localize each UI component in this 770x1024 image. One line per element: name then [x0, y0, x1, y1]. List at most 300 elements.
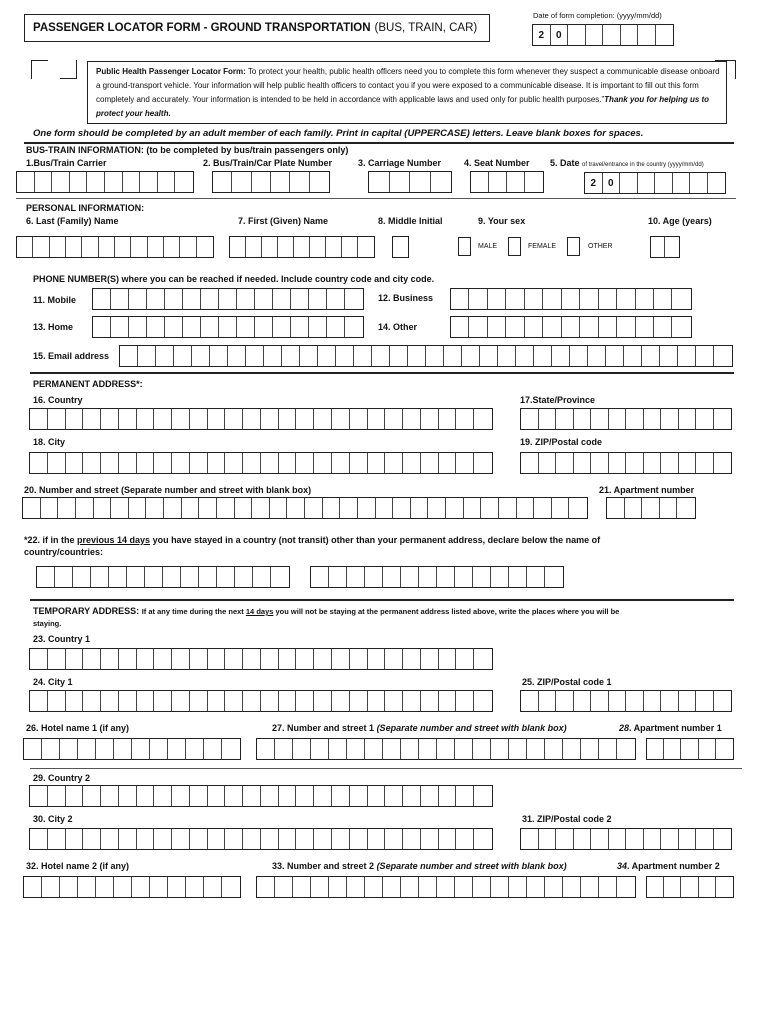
input-cell[interactable]	[385, 691, 403, 711]
input-cell[interactable]	[225, 691, 243, 711]
input-cell[interactable]	[30, 649, 48, 669]
input-cell[interactable]	[617, 289, 635, 309]
input-cell[interactable]	[172, 453, 190, 473]
input-cell[interactable]	[190, 453, 208, 473]
input-cell[interactable]	[17, 237, 33, 257]
input-cell[interactable]	[661, 453, 679, 473]
input-cell[interactable]	[539, 691, 557, 711]
input-cell[interactable]	[651, 237, 665, 257]
input-cell[interactable]	[350, 786, 368, 806]
input-cell[interactable]	[291, 317, 309, 337]
input-cell[interactable]	[119, 786, 137, 806]
city1-field[interactable]	[29, 690, 493, 712]
mobile-field[interactable]	[92, 288, 364, 310]
input-cell[interactable]	[154, 786, 172, 806]
input-cell[interactable]	[642, 346, 660, 366]
country2-field[interactable]	[29, 785, 493, 807]
input-cell[interactable]	[190, 829, 208, 849]
input-cell[interactable]	[294, 237, 310, 257]
input-cell[interactable]	[48, 453, 66, 473]
input-cell[interactable]	[385, 786, 403, 806]
input-cell[interactable]	[327, 317, 345, 337]
input-cell[interactable]	[296, 409, 314, 429]
input-cell[interactable]	[403, 786, 421, 806]
input-cell[interactable]	[439, 829, 457, 849]
input-cell[interactable]	[714, 453, 732, 473]
input-cell[interactable]	[217, 498, 235, 518]
input-cell[interactable]	[262, 237, 278, 257]
input-cell[interactable]	[439, 691, 457, 711]
apartment-field[interactable]	[606, 497, 696, 519]
input-cell[interactable]	[491, 567, 509, 587]
input-cell[interactable]	[525, 289, 543, 309]
input-cell[interactable]	[570, 346, 588, 366]
input-cell[interactable]	[93, 317, 111, 337]
input-cell[interactable]	[393, 237, 408, 257]
input-cell[interactable]	[556, 691, 574, 711]
input-cell[interactable]	[111, 317, 129, 337]
input-cell[interactable]	[109, 567, 127, 587]
input-cell[interactable]	[261, 453, 279, 473]
input-cell[interactable]	[672, 317, 690, 337]
input-cell[interactable]	[168, 739, 186, 759]
input-cell[interactable]	[591, 691, 609, 711]
input-cell[interactable]	[421, 453, 439, 473]
input-cell[interactable]	[527, 567, 545, 587]
input-cell[interactable]	[539, 453, 557, 473]
input-cell[interactable]	[509, 739, 527, 759]
input-cell[interactable]	[679, 453, 697, 473]
input-cell[interactable]	[154, 829, 172, 849]
input-cell[interactable]	[271, 567, 289, 587]
input-cell[interactable]	[279, 409, 297, 429]
input-cell[interactable]	[137, 691, 155, 711]
input-cell[interactable]	[626, 691, 644, 711]
input-cell[interactable]	[137, 409, 155, 429]
input-cell[interactable]	[208, 786, 226, 806]
input-cell[interactable]	[138, 346, 156, 366]
input-cell[interactable]	[309, 317, 327, 337]
input-cell[interactable]	[421, 691, 439, 711]
other-countries-field-1[interactable]	[36, 566, 290, 588]
input-cell[interactable]	[393, 498, 411, 518]
input-cell[interactable]	[230, 237, 246, 257]
input-cell[interactable]	[488, 289, 506, 309]
input-cell[interactable]	[545, 877, 563, 897]
input-cell[interactable]	[311, 567, 329, 587]
input-cell[interactable]	[119, 409, 137, 429]
input-cell[interactable]	[574, 691, 592, 711]
input-cell[interactable]	[444, 346, 462, 366]
input-cell[interactable]	[201, 317, 219, 337]
input-cell[interactable]	[222, 739, 240, 759]
input-cell[interactable]	[714, 409, 732, 429]
input-cell[interactable]	[679, 409, 697, 429]
input-cell[interactable]	[137, 786, 155, 806]
input-cell[interactable]	[156, 346, 174, 366]
input-cell[interactable]	[296, 691, 314, 711]
input-cell[interactable]	[644, 829, 662, 849]
input-cell[interactable]	[581, 877, 599, 897]
input-cell[interactable]	[456, 786, 474, 806]
input-cell[interactable]	[539, 409, 557, 429]
input-cell[interactable]	[591, 409, 609, 429]
input-cell[interactable]	[345, 289, 363, 309]
input-cell[interactable]	[326, 237, 342, 257]
input-cell[interactable]	[620, 173, 638, 193]
input-cell[interactable]	[235, 567, 253, 587]
input-cell[interactable]	[474, 453, 492, 473]
input-cell[interactable]	[464, 498, 482, 518]
input-cell[interactable]	[208, 453, 226, 473]
input-cell[interactable]	[293, 739, 311, 759]
input-cell[interactable]	[225, 409, 243, 429]
input-cell[interactable]	[190, 409, 208, 429]
input-cell[interactable]	[599, 289, 617, 309]
input-cell[interactable]	[199, 498, 217, 518]
input-cell[interactable]	[165, 289, 183, 309]
input-cell[interactable]	[369, 172, 390, 192]
input-cell[interactable]	[385, 453, 403, 473]
input-cell[interactable]	[672, 289, 690, 309]
input-cell[interactable]	[385, 649, 403, 669]
input-cell[interactable]	[271, 172, 290, 192]
input-cell[interactable]	[591, 453, 609, 473]
input-cell[interactable]	[114, 739, 132, 759]
input-cell[interactable]	[365, 739, 383, 759]
input-cell[interactable]	[411, 498, 429, 518]
input-cell[interactable]	[261, 649, 279, 669]
input-cell[interactable]	[506, 317, 524, 337]
input-cell[interactable]	[42, 877, 60, 897]
input-cell[interactable]	[314, 829, 332, 849]
zip2-field[interactable]	[520, 828, 732, 850]
input-cell[interactable]	[60, 739, 78, 759]
input-cell[interactable]	[491, 739, 509, 759]
input-cell[interactable]	[708, 173, 726, 193]
input-cell[interactable]	[172, 691, 190, 711]
input-cell[interactable]	[638, 173, 656, 193]
input-cell[interactable]	[217, 567, 235, 587]
input-cell[interactable]	[638, 25, 656, 45]
input-cell[interactable]	[428, 498, 446, 518]
input-cell[interactable]	[255, 317, 273, 337]
input-cell[interactable]	[552, 346, 570, 366]
input-cell[interactable]	[261, 786, 279, 806]
input-cell[interactable]	[190, 786, 208, 806]
email-field[interactable]	[119, 345, 733, 367]
input-cell[interactable]	[111, 498, 129, 518]
input-cell[interactable]	[350, 409, 368, 429]
input-cell[interactable]	[591, 829, 609, 849]
input-cell[interactable]	[119, 829, 137, 849]
input-cell[interactable]	[199, 567, 217, 587]
input-cell[interactable]	[673, 173, 691, 193]
input-cell[interactable]	[716, 739, 733, 759]
input-cell[interactable]	[105, 172, 123, 192]
input-cell[interactable]	[137, 649, 155, 669]
input-cell[interactable]	[455, 567, 473, 587]
input-cell[interactable]	[83, 453, 101, 473]
input-cell[interactable]	[219, 289, 237, 309]
input-cell[interactable]	[580, 289, 598, 309]
input-cell[interactable]	[237, 317, 255, 337]
input-cell[interactable]	[175, 172, 193, 192]
input-cell[interactable]	[225, 786, 243, 806]
input-cell[interactable]	[172, 829, 190, 849]
input-cell[interactable]	[246, 346, 264, 366]
input-cell[interactable]	[279, 786, 297, 806]
input-cell[interactable]	[655, 173, 673, 193]
input-cell[interactable]	[24, 739, 42, 759]
input-cell[interactable]	[48, 691, 66, 711]
input-cell[interactable]	[665, 237, 679, 257]
input-cell[interactable]	[273, 289, 291, 309]
input-cell[interactable]	[455, 739, 473, 759]
input-cell[interactable]	[48, 829, 66, 849]
input-cell[interactable]	[527, 877, 545, 897]
input-cell[interactable]	[350, 829, 368, 849]
input-cell[interactable]	[656, 25, 674, 45]
input-cell[interactable]	[368, 691, 386, 711]
input-cell[interactable]	[660, 346, 678, 366]
input-cell[interactable]	[469, 317, 487, 337]
input-cell[interactable]	[372, 346, 390, 366]
input-cell[interactable]	[489, 172, 507, 192]
input-cell[interactable]	[296, 649, 314, 669]
input-cell[interactable]	[137, 453, 155, 473]
input-cell[interactable]	[257, 877, 275, 897]
input-cell[interactable]	[183, 317, 201, 337]
input-cell[interactable]	[456, 453, 474, 473]
input-cell[interactable]	[279, 453, 297, 473]
input-cell[interactable]	[543, 317, 561, 337]
input-cell[interactable]	[609, 829, 627, 849]
input-cell[interactable]	[87, 172, 105, 192]
input-cell[interactable]	[119, 453, 137, 473]
input-cell[interactable]	[329, 877, 347, 897]
input-cell[interactable]	[279, 829, 297, 849]
input-cell[interactable]	[119, 649, 137, 669]
age-field[interactable]	[650, 236, 680, 258]
input-cell[interactable]	[48, 786, 66, 806]
input-cell[interactable]	[52, 172, 70, 192]
input-cell[interactable]	[132, 877, 150, 897]
input-cell[interactable]	[332, 691, 350, 711]
input-cell[interactable]	[350, 453, 368, 473]
input-cell[interactable]	[318, 346, 336, 366]
input-cell[interactable]	[78, 739, 96, 759]
input-cell[interactable]	[101, 453, 119, 473]
input-cell[interactable]	[55, 567, 73, 587]
input-cell[interactable]	[101, 829, 119, 849]
input-cell[interactable]	[119, 691, 137, 711]
input-cell[interactable]	[474, 409, 492, 429]
input-cell[interactable]	[609, 409, 627, 429]
input-cell[interactable]	[469, 289, 487, 309]
input-cell[interactable]	[410, 172, 431, 192]
input-cell[interactable]	[534, 498, 552, 518]
input-cell[interactable]	[42, 739, 60, 759]
input-cell[interactable]	[58, 498, 76, 518]
middle-initial-field[interactable]	[392, 236, 409, 258]
input-cell[interactable]	[421, 409, 439, 429]
input-cell[interactable]	[401, 877, 419, 897]
input-cell[interactable]	[311, 877, 329, 897]
input-cell[interactable]	[521, 691, 539, 711]
input-cell[interactable]	[473, 567, 491, 587]
input-cell[interactable]	[342, 237, 358, 257]
input-cell[interactable]	[446, 498, 464, 518]
input-cell[interactable]	[699, 877, 716, 897]
input-cell[interactable]	[296, 453, 314, 473]
input-cell[interactable]	[127, 567, 145, 587]
input-cell[interactable]	[235, 498, 253, 518]
input-cell[interactable]	[403, 649, 421, 669]
input-cell[interactable]	[131, 237, 147, 257]
input-cell[interactable]	[290, 172, 309, 192]
input-cell[interactable]	[66, 786, 84, 806]
input-cell[interactable]	[421, 786, 439, 806]
input-cell[interactable]	[699, 739, 716, 759]
carriage-field[interactable]	[368, 171, 452, 193]
input-cell[interactable]	[562, 289, 580, 309]
hotel2-field[interactable]	[23, 876, 241, 898]
input-cell[interactable]	[644, 409, 662, 429]
input-cell[interactable]: 2	[585, 173, 603, 193]
input-cell[interactable]	[586, 25, 604, 45]
input-cell[interactable]	[101, 649, 119, 669]
input-cell[interactable]	[73, 567, 91, 587]
input-cell[interactable]	[137, 829, 155, 849]
input-cell[interactable]	[101, 786, 119, 806]
input-cell[interactable]	[222, 877, 240, 897]
input-cell[interactable]	[521, 453, 539, 473]
input-cell[interactable]	[181, 567, 199, 587]
input-cell[interactable]	[237, 289, 255, 309]
input-cell[interactable]	[147, 289, 165, 309]
input-cell[interactable]	[329, 739, 347, 759]
input-cell[interactable]	[336, 346, 354, 366]
input-cell[interactable]	[617, 317, 635, 337]
input-cell[interactable]	[350, 649, 368, 669]
input-cell[interactable]	[647, 877, 664, 897]
input-cell[interactable]	[626, 453, 644, 473]
input-cell[interactable]	[50, 237, 66, 257]
input-cell[interactable]	[664, 739, 681, 759]
input-cell[interactable]	[172, 409, 190, 429]
input-cell[interactable]	[385, 409, 403, 429]
input-cell[interactable]	[516, 346, 534, 366]
input-cell[interactable]	[521, 829, 539, 849]
input-cell[interactable]	[654, 317, 672, 337]
input-cell[interactable]	[624, 346, 642, 366]
input-cell[interactable]	[714, 691, 732, 711]
input-cell[interactable]	[270, 498, 288, 518]
input-cell[interactable]	[419, 877, 437, 897]
input-cell[interactable]	[661, 409, 679, 429]
input-cell[interactable]	[101, 409, 119, 429]
input-cell[interactable]	[588, 346, 606, 366]
input-cell[interactable]	[696, 346, 714, 366]
input-cell[interactable]	[474, 829, 492, 849]
input-cell[interactable]	[681, 739, 698, 759]
input-cell[interactable]	[678, 346, 696, 366]
input-cell[interactable]	[365, 567, 383, 587]
input-cell[interactable]	[431, 172, 452, 192]
input-cell[interactable]	[146, 498, 164, 518]
input-cell[interactable]	[246, 237, 262, 257]
input-cell[interactable]	[426, 346, 444, 366]
input-cell[interactable]	[66, 691, 84, 711]
zip1-field[interactable]	[520, 690, 732, 712]
input-cell[interactable]	[498, 346, 516, 366]
input-cell[interactable]	[261, 691, 279, 711]
input-cell[interactable]	[439, 409, 457, 429]
input-cell[interactable]	[581, 739, 599, 759]
input-cell[interactable]	[70, 172, 88, 192]
input-cell[interactable]	[278, 237, 294, 257]
input-cell[interactable]	[83, 409, 101, 429]
sex-other-checkbox[interactable]	[567, 237, 580, 256]
input-cell[interactable]	[296, 786, 314, 806]
input-cell[interactable]	[115, 237, 131, 257]
input-cell[interactable]	[243, 691, 261, 711]
input-cell[interactable]	[456, 409, 474, 429]
input-cell[interactable]	[76, 498, 94, 518]
input-cell[interactable]	[556, 453, 574, 473]
input-cell[interactable]	[327, 289, 345, 309]
input-cell[interactable]	[654, 289, 672, 309]
input-cell[interactable]	[94, 498, 112, 518]
input-cell[interactable]	[636, 317, 654, 337]
input-cell[interactable]	[368, 453, 386, 473]
input-cell[interactable]	[617, 739, 635, 759]
input-cell[interactable]	[347, 567, 365, 587]
input-cell[interactable]	[132, 739, 150, 759]
country1-field[interactable]	[29, 648, 493, 670]
input-cell[interactable]	[282, 346, 300, 366]
input-cell[interactable]	[607, 498, 625, 518]
city2-field[interactable]	[29, 828, 493, 850]
input-cell[interactable]	[275, 739, 293, 759]
input-cell[interactable]	[345, 317, 363, 337]
input-cell[interactable]	[243, 649, 261, 669]
input-cell[interactable]	[172, 649, 190, 669]
input-cell[interactable]	[225, 829, 243, 849]
input-cell[interactable]	[552, 498, 570, 518]
input-cell[interactable]	[208, 829, 226, 849]
input-cell[interactable]	[192, 346, 210, 366]
input-cell[interactable]	[642, 498, 660, 518]
input-cell[interactable]	[696, 691, 714, 711]
input-cell[interactable]	[186, 739, 204, 759]
input-cell[interactable]	[164, 498, 182, 518]
input-cell[interactable]	[273, 317, 291, 337]
input-cell[interactable]	[33, 237, 49, 257]
input-cell[interactable]	[696, 453, 714, 473]
sex-female-checkbox[interactable]	[508, 237, 521, 256]
input-cell[interactable]: 0	[603, 173, 621, 193]
input-cell[interactable]	[340, 498, 358, 518]
input-cell[interactable]	[23, 498, 41, 518]
input-cell[interactable]	[228, 346, 246, 366]
input-cell[interactable]	[609, 691, 627, 711]
input-cell[interactable]	[158, 172, 176, 192]
city-field[interactable]	[29, 452, 493, 474]
input-cell[interactable]	[225, 649, 243, 669]
input-cell[interactable]	[690, 173, 708, 193]
